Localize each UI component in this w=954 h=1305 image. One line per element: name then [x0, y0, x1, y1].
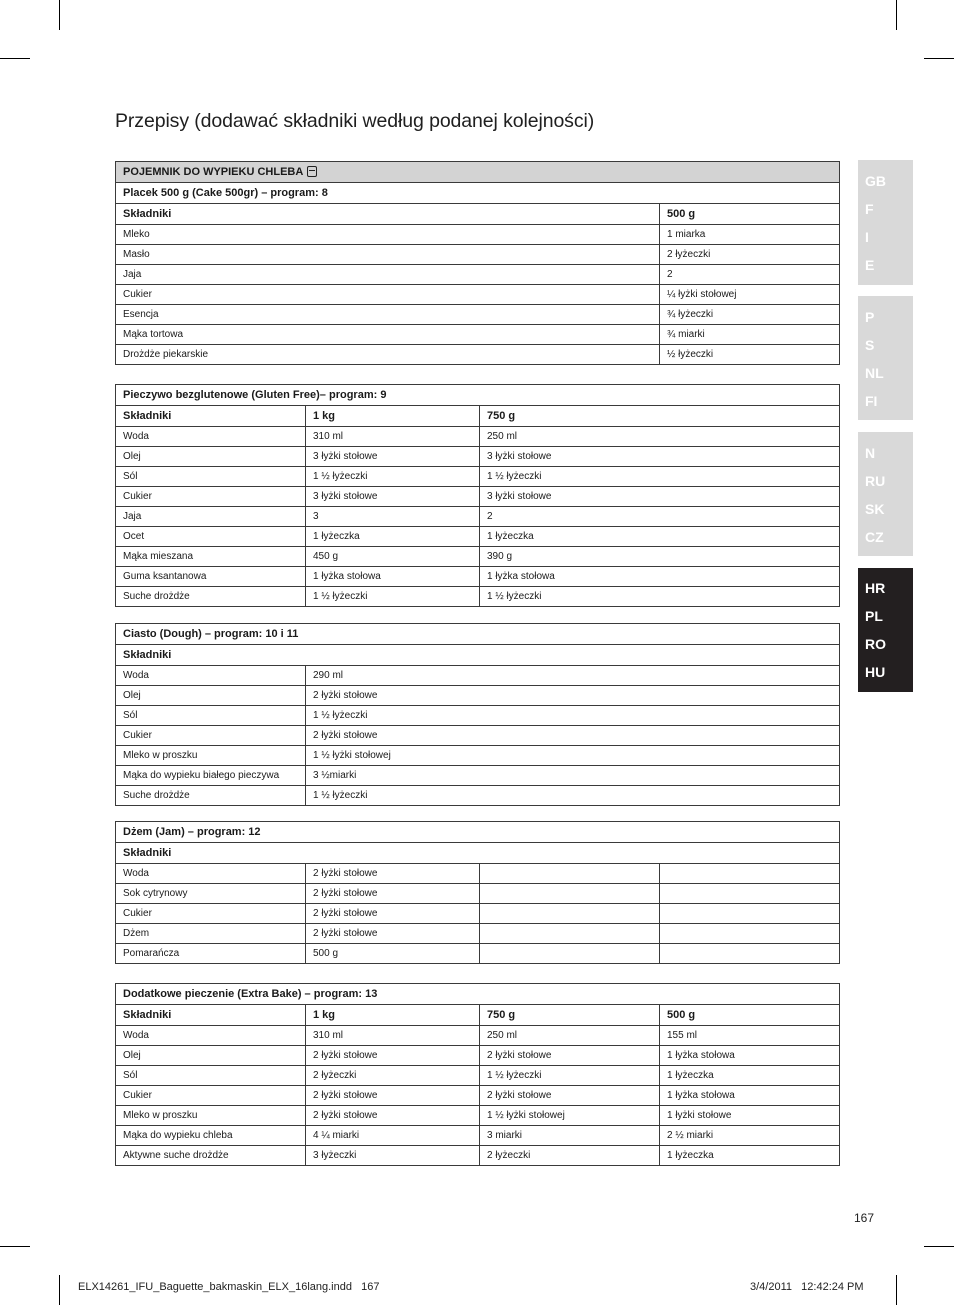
table-row	[116, 265, 840, 285]
amount-cell: 1 ½ łyżeczki	[306, 706, 840, 726]
empty-cell	[660, 864, 840, 884]
amount-cell: 500 g	[306, 944, 480, 964]
ingredient-cell: Sok cytrynowy	[116, 884, 306, 904]
recipe-table-gluten-free	[115, 384, 840, 607]
empty-cell	[660, 944, 840, 964]
ingredient-cell: Mleko w proszku	[116, 1106, 306, 1126]
language-tab[interactable]: CZ	[865, 529, 884, 545]
amount-cell: 390 g	[480, 547, 840, 567]
section-header-row	[116, 162, 840, 183]
table-row	[116, 1146, 840, 1166]
ingredient-cell: Guma ksantanowa	[116, 567, 306, 587]
amount-cell: 1 ½ łyżeczki	[480, 467, 840, 487]
table-row	[116, 225, 840, 245]
table-header-row	[116, 1005, 840, 1026]
recipe-table-dough	[115, 623, 840, 806]
amount-cell: 1 łyżka stołowa	[660, 1086, 840, 1106]
amount-cell: 3 łyżeczki	[306, 1146, 480, 1166]
ingredient-cell: Mąka do wypieku białego pieczywa	[116, 766, 306, 786]
amount-cell: 4 ¼ miarki	[306, 1126, 480, 1146]
amount-cell: 310 ml	[306, 427, 480, 447]
column-header: 1 kg	[306, 1005, 480, 1026]
table-row	[116, 427, 840, 447]
language-tab-group	[858, 432, 913, 556]
table-row	[116, 567, 840, 587]
ingredient-cell: Mąka tortowa	[116, 325, 660, 345]
crop-mark	[0, 58, 30, 59]
table-row	[116, 904, 840, 924]
table-row	[116, 1066, 840, 1086]
table-row	[116, 706, 840, 726]
amount-cell: 2 łyżki stołowe	[306, 686, 840, 706]
language-tab-group-active	[858, 568, 913, 692]
crop-mark	[896, 1275, 897, 1305]
column-header: 750 g	[480, 406, 840, 427]
amount-cell: 1 łyżeczka	[660, 1146, 840, 1166]
amount-cell: 3 łyżki stołowe	[306, 447, 480, 467]
ingredient-cell: Cukier	[116, 904, 306, 924]
ingredient-cell: Woda	[116, 864, 306, 884]
ingredient-cell: Aktywne suche drożdże	[116, 1146, 306, 1166]
section-header	[116, 162, 840, 183]
language-tab-group	[858, 296, 913, 420]
table-header-row	[116, 204, 840, 225]
table-row	[116, 305, 840, 325]
recipe-title: Dodatkowe pieczenie (Extra Bake) – program: 13	[116, 984, 840, 1005]
empty-cell	[660, 884, 840, 904]
ingredient-cell: Olej	[116, 1046, 306, 1066]
table-row	[116, 786, 840, 806]
amount-cell: 2 łyżki stołowe	[306, 1046, 480, 1066]
ingredient-cell: Mąka mieszana	[116, 547, 306, 567]
crop-mark	[896, 0, 897, 30]
table-row	[116, 924, 840, 944]
recipe-title-row	[116, 183, 840, 204]
footer-date: 3/4/2011 12:42:24 PM	[750, 1281, 864, 1293]
table-row	[116, 1046, 840, 1066]
recipe-table-cake	[115, 161, 840, 365]
amount-cell: 2 łyżki stołowe	[306, 864, 480, 884]
amount-cell: 155 ml	[660, 1026, 840, 1046]
recipe-title-row	[116, 822, 840, 843]
amount-cell: 1 łyżka stołowa	[306, 567, 480, 587]
recipe-title-row	[116, 385, 840, 406]
amount-cell: 2 łyżeczki	[480, 1146, 660, 1166]
amount-cell: ¼ łyżki stołowej	[660, 285, 840, 305]
amount-cell: 1 łyżeczka	[660, 1066, 840, 1086]
table-row	[116, 527, 840, 547]
table-row	[116, 1026, 840, 1046]
amount-cell: 3	[306, 507, 480, 527]
amount-cell: 1 ½ łyżeczki	[480, 587, 840, 607]
amount-cell: 3 miarki	[480, 1126, 660, 1146]
table-row	[116, 447, 840, 467]
crop-mark	[924, 58, 954, 59]
empty-cell	[480, 944, 660, 964]
amount-cell: 1 ½ łyżeczki	[306, 786, 840, 806]
language-tab-group	[858, 160, 913, 285]
language-tab-active[interactable]: RO	[865, 636, 886, 652]
column-header: Składniki	[116, 204, 660, 225]
amount-cell: 450 g	[306, 547, 480, 567]
language-tab-active[interactable]: HR	[865, 580, 886, 596]
empty-cell	[660, 924, 840, 944]
table-header-row	[116, 406, 840, 427]
table-row	[116, 587, 840, 607]
ingredient-cell: Pomarańcza	[116, 944, 306, 964]
ingredient-cell: Suche drożdże	[116, 587, 306, 607]
amount-cell: 1 ½ łyżeczki	[306, 467, 480, 487]
empty-cell	[480, 884, 660, 904]
column-header: Składniki	[116, 1005, 306, 1026]
amount-cell: 1 ½ łyżeczki	[480, 1066, 660, 1086]
ingredient-cell: Olej	[116, 686, 306, 706]
ingredient-cell: Drożdże piekarskie	[116, 345, 660, 365]
table-row	[116, 864, 840, 884]
table-row	[116, 467, 840, 487]
ingredient-cell: Mleko	[116, 225, 660, 245]
column-header: Składniki	[116, 406, 306, 427]
ingredient-cell: Sól	[116, 706, 306, 726]
amount-cell: 3 łyżki stołowe	[306, 487, 480, 507]
recipe-title-row	[116, 984, 840, 1005]
table-row	[116, 487, 840, 507]
table-header-row	[116, 843, 840, 864]
amount-cell: 1 łyżka stołowa	[480, 567, 840, 587]
empty-cell	[660, 904, 840, 924]
ingredient-cell: Dżem	[116, 924, 306, 944]
table-row	[116, 285, 840, 305]
crop-mark	[0, 1246, 30, 1247]
amount-cell: 290 ml	[306, 666, 840, 686]
amount-cell: 1 ½ łyżeczki	[306, 587, 480, 607]
column-header: 750 g	[480, 1005, 660, 1026]
page-title: Przepisy (dodawać składniki według podanej kolejności)	[115, 110, 595, 132]
language-tab[interactable]: S	[865, 337, 875, 353]
section-header-label: POJEMNIK DO WYPIEKU CHLEBA	[123, 166, 304, 178]
amount-cell: ½ łyżeczki	[660, 345, 840, 365]
language-tab-active[interactable]: HU	[865, 664, 886, 680]
language-tab[interactable]: P	[865, 309, 875, 325]
column-header: 1 kg	[306, 406, 480, 427]
recipe-title: Dżem (Jam) – program: 12	[116, 822, 840, 843]
language-tab[interactable]: E	[865, 257, 875, 273]
crop-mark	[59, 1275, 60, 1305]
amount-cell: 3 łyżki stołowe	[480, 447, 840, 467]
amount-cell: 1 łyżki stołowe	[660, 1106, 840, 1126]
table-row	[116, 547, 840, 567]
amount-cell: 2 łyżki stołowe	[306, 924, 480, 944]
ingredient-cell: Cukier	[116, 726, 306, 746]
ingredient-cell: Sól	[116, 467, 306, 487]
amount-cell: 2 łyżki stołowe	[306, 1086, 480, 1106]
amount-cell: 1 ½ łyżki stołowej	[480, 1106, 660, 1126]
amount-cell: 3 ½miarki	[306, 766, 840, 786]
amount-cell: 250 ml	[480, 427, 840, 447]
amount-cell: 1 łyżeczka	[306, 527, 480, 547]
column-header: 500 g	[660, 204, 840, 225]
table-header-row	[116, 645, 840, 666]
ingredient-cell: Sól	[116, 1066, 306, 1086]
ingredient-cell: Mąka do wypieku chleba	[116, 1126, 306, 1146]
amount-cell: 2 łyżeczki	[306, 1066, 480, 1086]
crop-mark	[924, 1246, 954, 1247]
table-row	[116, 726, 840, 746]
empty-cell	[480, 904, 660, 924]
ingredient-cell: Cukier	[116, 487, 306, 507]
language-tab[interactable]: SK	[865, 501, 885, 517]
ingredient-cell: Esencja	[116, 305, 660, 325]
column-header: 500 g	[660, 1005, 840, 1026]
footer-file-info: ELX14261_IFU_Baguette_bakmaskin_ELX_16lang.indd 167	[78, 1281, 380, 1293]
ingredient-cell: Woda	[116, 427, 306, 447]
table-row	[116, 884, 840, 904]
amount-cell: 1 miarka	[660, 225, 840, 245]
ingredient-cell: Suche drożdże	[116, 786, 306, 806]
ingredient-cell: Woda	[116, 1026, 306, 1046]
empty-cell	[480, 864, 660, 884]
ingredient-cell: Jaja	[116, 265, 660, 285]
ingredient-cell: Mleko w proszku	[116, 746, 306, 766]
amount-cell: 2 łyżki stołowe	[480, 1046, 660, 1066]
amount-cell: ¾ miarki	[660, 325, 840, 345]
table-row	[116, 666, 840, 686]
ingredient-cell: Woda	[116, 666, 306, 686]
amount-cell: 2	[480, 507, 840, 527]
amount-cell: 1 łyżeczka	[480, 527, 840, 547]
ingredient-cell: Cukier	[116, 1086, 306, 1106]
language-tab[interactable]: NL	[865, 365, 884, 381]
table-row	[116, 1126, 840, 1146]
recipe-title-row	[116, 624, 840, 645]
ingredient-cell: Masło	[116, 245, 660, 265]
language-tab[interactable]: F	[865, 201, 874, 217]
amount-cell: 2 łyżki stołowe	[306, 904, 480, 924]
ingredient-cell: Olej	[116, 447, 306, 467]
ingredient-cell: Jaja	[116, 507, 306, 527]
language-tab[interactable]: FI	[865, 393, 878, 409]
table-row	[116, 345, 840, 365]
amount-cell: 250 ml	[480, 1026, 660, 1046]
language-tab[interactable]: RU	[865, 473, 886, 489]
amount-cell: 2 łyżki stołowe	[306, 884, 480, 904]
amount-cell: 2 łyżki stołowe	[306, 726, 840, 746]
table-row	[116, 686, 840, 706]
table-row	[116, 1086, 840, 1106]
crop-mark	[59, 0, 60, 30]
recipe-title: Ciasto (Dough) – program: 10 i 11	[116, 624, 840, 645]
amount-cell: 1 ½ łyżki stołowej	[306, 746, 840, 766]
language-tab[interactable]: I	[865, 229, 869, 245]
amount-cell: 2 łyżki stołowe	[480, 1086, 660, 1106]
amount-cell: 2 łyżeczki	[660, 245, 840, 265]
column-header: Składniki	[116, 843, 840, 864]
recipe-table-jam	[115, 821, 840, 964]
bread-pan-icon	[307, 166, 317, 177]
table-row	[116, 1106, 840, 1126]
recipe-title: Pieczywo bezglutenowe (Gluten Free)– program: 9	[116, 385, 840, 406]
ingredient-cell: Ocet	[116, 527, 306, 547]
table-row	[116, 766, 840, 786]
amount-cell: 2 ½ miarki	[660, 1126, 840, 1146]
amount-cell: 2	[660, 265, 840, 285]
page-number: 167	[854, 1211, 875, 1225]
empty-cell	[480, 924, 660, 944]
table-row	[116, 746, 840, 766]
column-header: Składniki	[116, 645, 840, 666]
amount-cell: ¾ łyżeczki	[660, 305, 840, 325]
recipe-table-extra-bake	[115, 983, 840, 1166]
language-tab[interactable]: N	[865, 445, 876, 461]
table-row	[116, 325, 840, 345]
table-row	[116, 507, 840, 527]
amount-cell: 310 ml	[306, 1026, 480, 1046]
recipe-title: Placek 500 g (Cake 500gr) – program: 8	[116, 183, 840, 204]
amount-cell: 1 łyżka stołowa	[660, 1046, 840, 1066]
table-row	[116, 944, 840, 964]
ingredient-cell: Cukier	[116, 285, 660, 305]
amount-cell: 3 łyżki stołowe	[480, 487, 840, 507]
table-row	[116, 245, 840, 265]
amount-cell: 2 łyżki stołowe	[306, 1106, 480, 1126]
language-tab-active[interactable]: PL	[865, 608, 883, 624]
language-tab[interactable]: GB	[865, 173, 886, 189]
